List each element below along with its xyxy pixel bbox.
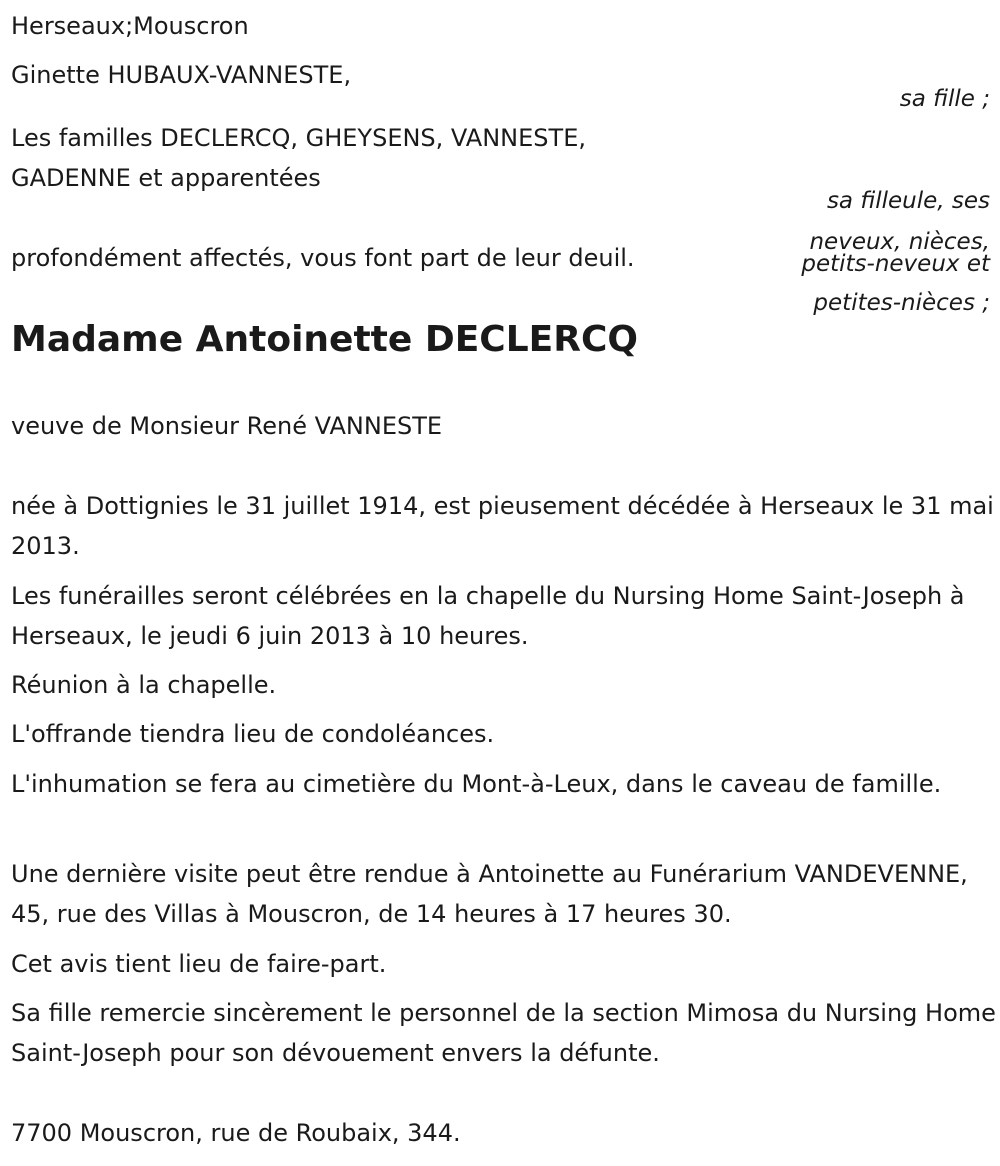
location-header: Herseaux;Mouscron xyxy=(11,12,249,40)
offering-paragraph: L'offrande tiendra lieu de condoléances. xyxy=(11,720,495,748)
families-line-2: GADENNE et apparentées xyxy=(11,164,321,192)
deceased-name: Madame Antoinette DECLERCQ xyxy=(11,319,638,360)
mourning-announcement: profondément affectés, vous font part de leur deuil. xyxy=(11,244,635,272)
funeral-paragraph: Les funérailles seront célébrées en la chapelle du Nursing Home Saint-Joseph à Herseaux, le jeudi 6 juin 2013 à 10 heures. xyxy=(11,582,965,650)
burial-paragraph: L'inhumation se fera au cimetière du Mont-à-Leux, dans le caveau de famille. xyxy=(11,770,942,798)
address-footer: 7700 Mouscron, rue de Roubaix, 344. xyxy=(11,1119,461,1147)
families-role-line-4: petites-nièces ; xyxy=(813,290,990,316)
notice-paragraph: Cet avis tient lieu de faire-part. xyxy=(11,950,387,978)
visit-paragraph: Une dernière visite peut être rendue à Antoinette au Funérarium VANDEVENNE, 45, rue des Villas à Mouscron, de 14 heures à 17 heures 30. xyxy=(11,860,968,928)
families-line-1: Les familles DECLERCQ, GHEYSENS, VANNESTE, xyxy=(11,124,586,152)
daughter-role: sa fille ; xyxy=(899,86,990,112)
meeting-paragraph: Réunion à la chapelle. xyxy=(11,671,277,699)
families-role-line-3: petits-neveux et xyxy=(801,251,990,277)
birth-death-paragraph: née à Dottignies le 31 juillet 1914, est pieusement décédée à Herseaux le 31 mai 2013. xyxy=(11,492,994,560)
widow-of: veuve de Monsieur René VANNESTE xyxy=(11,412,443,440)
thanks-paragraph: Sa fille remercie sincèrement le personnel de la section Mimosa du Nursing Home Saint-Joseph pour son dévouement envers la défunte. xyxy=(11,999,996,1067)
families-role-line-1: sa filleule, ses xyxy=(826,188,990,214)
daughter-name: Ginette HUBAUX-VANNESTE, xyxy=(11,61,352,89)
families-role-line-2: neveux, nièces, xyxy=(809,229,990,255)
